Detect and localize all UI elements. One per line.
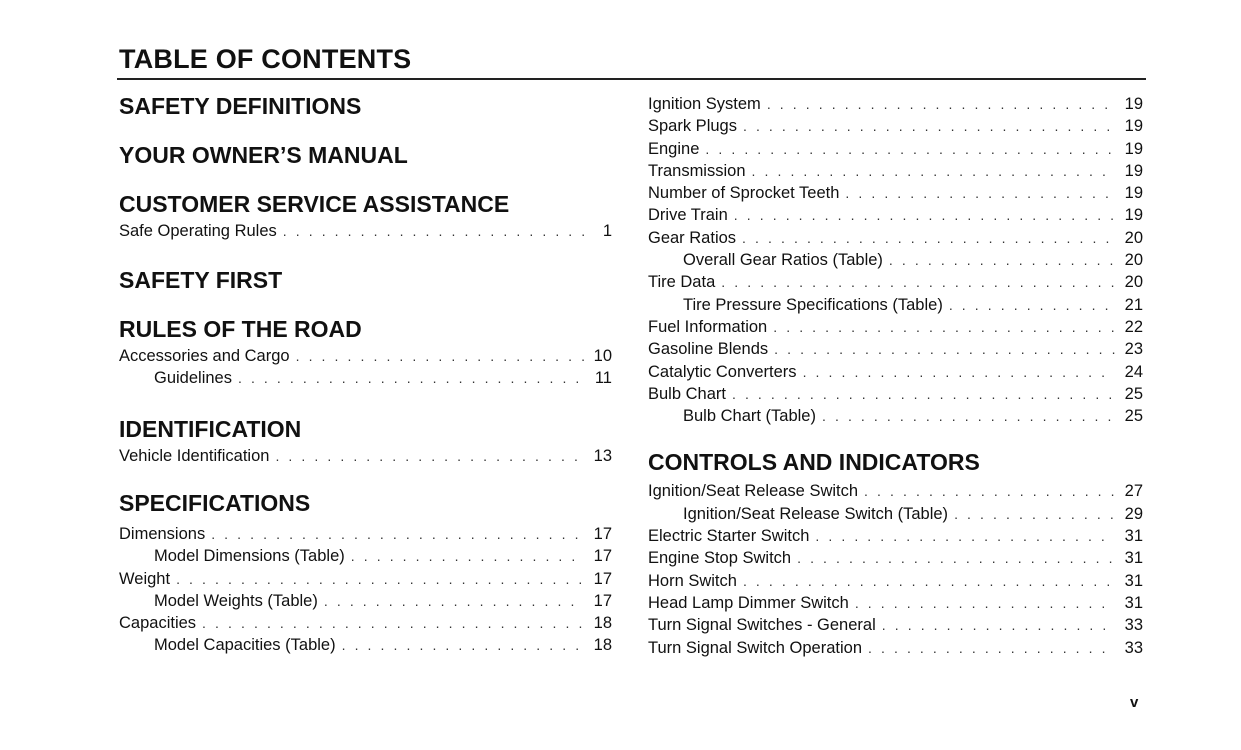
toc-entry-label: Transmission <box>648 161 746 180</box>
dot-leader <box>351 545 584 567</box>
toc-right-column <box>648 93 1143 659</box>
toc-entry-page: 18 <box>593 636 612 655</box>
section-heading[interactable]: RULES OF THE ROAD <box>119 316 362 342</box>
toc-entry[interactable] <box>119 634 612 656</box>
toc-entry-label: Tire Pressure Specifications (Table) <box>683 295 943 314</box>
toc-entry[interactable] <box>648 405 1143 427</box>
toc-entry-page: 19 <box>1124 206 1143 225</box>
toc-entry-page: 17 <box>593 569 612 588</box>
toc-entry[interactable] <box>648 227 1143 249</box>
toc-entry-page: 31 <box>1124 571 1143 590</box>
toc-entry[interactable] <box>648 592 1143 614</box>
dot-leader <box>954 503 1115 525</box>
toc-entry[interactable] <box>648 138 1143 160</box>
toc-entry[interactable] <box>648 338 1143 360</box>
toc-entry-label: Engine <box>648 139 700 158</box>
dot-leader <box>202 612 584 634</box>
toc-entry-label: Horn Switch <box>648 571 737 590</box>
section-heading[interactable]: SAFETY DEFINITIONS <box>119 93 362 119</box>
toc-section <box>119 413 612 487</box>
toc-entry-page: 17 <box>593 591 612 610</box>
dot-leader <box>803 361 1115 383</box>
dot-leader <box>773 316 1115 338</box>
dot-leader <box>176 568 584 590</box>
toc-entry[interactable] <box>648 93 1143 115</box>
dot-leader <box>296 345 584 367</box>
dot-leader <box>774 338 1115 360</box>
toc-entry[interactable] <box>119 367 612 389</box>
section-heading[interactable]: SAFETY FIRST <box>119 267 283 293</box>
toc-entry-label: Catalytic Converters <box>648 362 797 381</box>
toc-section <box>119 264 612 313</box>
toc-entry-label: Bulb Chart <box>648 384 726 403</box>
toc-entry-label: Ignition/Seat Release Switch <box>648 482 859 501</box>
toc-entry[interactable] <box>648 249 1143 271</box>
dot-leader <box>211 523 584 545</box>
toc-section <box>119 188 612 264</box>
toc-entry[interactable] <box>648 115 1143 137</box>
toc-entry-label: Accessories and Cargo <box>119 347 290 365</box>
toc-entry-page: 29 <box>1124 504 1143 523</box>
dot-leader <box>767 93 1115 115</box>
toc-entry-label: Safe Operating Rules <box>119 222 277 240</box>
dot-leader <box>238 367 584 389</box>
toc-entry-page: 17 <box>593 547 612 566</box>
dot-leader <box>734 204 1115 226</box>
dot-leader <box>743 570 1115 592</box>
toc-entry[interactable] <box>119 545 612 567</box>
toc-entry-page: 1 <box>602 222 612 240</box>
section-heading[interactable]: YOUR OWNER’S MANUAL <box>119 142 408 168</box>
toc-entry-page: 31 <box>1124 549 1143 568</box>
toc-entry-page: 20 <box>1124 228 1143 247</box>
toc-entry[interactable] <box>648 480 1143 502</box>
dot-leader <box>275 445 584 467</box>
dot-leader <box>815 525 1115 547</box>
dot-leader <box>732 383 1115 405</box>
toc-entry[interactable] <box>119 445 612 467</box>
toc-entry-label: Gear Ratios <box>648 228 737 247</box>
toc-section <box>119 313 612 413</box>
toc-entry[interactable] <box>648 160 1143 182</box>
toc-entry-page: 33 <box>1124 638 1143 657</box>
toc-entry-page: 19 <box>1124 117 1143 136</box>
toc-entry-label: Ignition/Seat Release Switch (Table) <box>683 504 949 523</box>
toc-entry-label: Bulb Chart (Table) <box>683 407 816 426</box>
title-rule <box>117 78 1146 80</box>
section-heading[interactable]: CUSTOMER SERVICE ASSISTANCE <box>119 191 510 217</box>
toc-entry-label: Ignition System <box>648 95 761 113</box>
toc-entry-label: Turn Signal Switches - General <box>648 616 876 635</box>
dot-leader <box>855 592 1115 614</box>
toc-entry-label: Electric Starter Switch <box>648 527 810 546</box>
dot-leader <box>324 590 584 612</box>
section-heading[interactable]: IDENTIFICATION <box>119 416 302 442</box>
toc-entry-label: Overall Gear Ratios (Table) <box>683 251 883 270</box>
toc-entry[interactable] <box>648 271 1143 293</box>
toc-entry-page: 31 <box>1124 527 1143 546</box>
toc-entry[interactable] <box>648 503 1143 525</box>
toc-entry-label: Number of Sprocket Teeth <box>648 184 840 203</box>
toc-entry[interactable] <box>119 590 612 612</box>
toc-entry-page: 19 <box>1124 95 1143 113</box>
toc-entry-page: 11 <box>594 369 612 388</box>
dot-leader <box>797 547 1115 569</box>
toc-entry-page: 27 <box>1124 482 1143 501</box>
toc-section <box>648 446 1143 658</box>
dot-leader <box>889 249 1115 271</box>
toc-entry[interactable] <box>648 316 1143 338</box>
toc-entry-label: Capacities <box>119 614 197 633</box>
toc-entry-page: 18 <box>593 614 612 633</box>
toc-entry[interactable] <box>648 525 1143 547</box>
dot-leader <box>721 271 1115 293</box>
toc-entry-label: Model Capacities (Table) <box>154 636 336 655</box>
toc-entry-page: 25 <box>1124 384 1143 403</box>
toc-entry-page: 25 <box>1124 407 1143 426</box>
toc-entry-page: 31 <box>1124 593 1143 612</box>
toc-entry-page: 10 <box>593 347 612 365</box>
page-number: v <box>1130 694 1139 711</box>
toc-entry-page: 19 <box>1124 184 1143 203</box>
toc-entry-label: Engine Stop Switch <box>648 549 792 568</box>
toc-entry-page: 19 <box>1124 161 1143 180</box>
toc-entry[interactable] <box>119 612 612 634</box>
toc-section <box>119 487 612 657</box>
toc-entry-page: 22 <box>1124 317 1143 336</box>
toc-entry[interactable] <box>648 361 1143 383</box>
toc-entry[interactable] <box>648 614 1143 636</box>
toc-entry[interactable] <box>648 383 1143 405</box>
toc-entry-label: Drive Train <box>648 206 728 225</box>
toc-entry-page: 19 <box>1124 139 1143 158</box>
toc-entry-label: Head Lamp Dimmer Switch <box>648 593 849 612</box>
toc-entry[interactable] <box>648 637 1143 659</box>
section-heading[interactable]: SPECIFICATIONS <box>119 490 311 516</box>
dot-leader <box>868 637 1115 659</box>
toc-entry-label: Model Dimensions (Table) <box>154 547 345 566</box>
toc-entry-label: Fuel Information <box>648 317 768 336</box>
toc-entry-label: Vehicle Identification <box>119 447 270 465</box>
dot-leader <box>822 405 1115 427</box>
dot-leader <box>949 294 1115 316</box>
toc-entry-label: Spark Plugs <box>648 117 737 136</box>
section-heading[interactable]: CONTROLS AND INDICATORS <box>648 449 980 476</box>
toc-entry-label: Dimensions <box>119 525 206 543</box>
toc-entry-page: 20 <box>1124 273 1143 292</box>
toc-entry-page: 13 <box>593 447 612 465</box>
page-title: TABLE OF CONTENTS <box>119 44 412 74</box>
toc-entry-page: 20 <box>1124 251 1143 270</box>
toc-entry-page: 24 <box>1124 362 1143 381</box>
toc-entry-page: 17 <box>593 525 612 543</box>
toc-entry-label: Model Weights (Table) <box>154 591 318 610</box>
toc-entry[interactable] <box>648 204 1143 226</box>
dot-leader <box>752 160 1116 182</box>
toc-section <box>119 90 612 139</box>
toc-entry[interactable] <box>119 220 612 242</box>
dot-leader <box>743 115 1115 137</box>
toc-section <box>119 139 612 188</box>
dot-leader <box>283 220 584 242</box>
toc-entry[interactable] <box>119 345 612 367</box>
toc-entry[interactable] <box>648 570 1143 592</box>
dot-leader <box>882 614 1115 636</box>
toc-entry[interactable] <box>119 523 612 545</box>
toc-entry-label: Turn Signal Switch Operation <box>648 638 862 657</box>
toc-entry-label: Tire Data <box>648 273 716 292</box>
toc-entry-page: 33 <box>1124 616 1143 635</box>
dot-leader <box>705 138 1115 160</box>
dot-leader <box>845 182 1115 204</box>
toc-entry-label: Weight <box>119 569 171 588</box>
toc-entry[interactable] <box>119 568 612 590</box>
toc-entry-label: Guidelines <box>154 369 232 388</box>
dot-leader <box>742 227 1115 249</box>
toc-entry[interactable] <box>648 547 1143 569</box>
toc-entry-label: Gasoline Blends <box>648 340 769 359</box>
dot-leader <box>864 480 1115 502</box>
toc-left-column <box>119 90 612 657</box>
toc-entry[interactable] <box>648 182 1143 204</box>
toc-entry-page: 21 <box>1124 295 1143 314</box>
dot-leader <box>342 634 584 656</box>
toc-entry-page: 23 <box>1124 340 1143 359</box>
toc-entry[interactable] <box>648 294 1143 316</box>
